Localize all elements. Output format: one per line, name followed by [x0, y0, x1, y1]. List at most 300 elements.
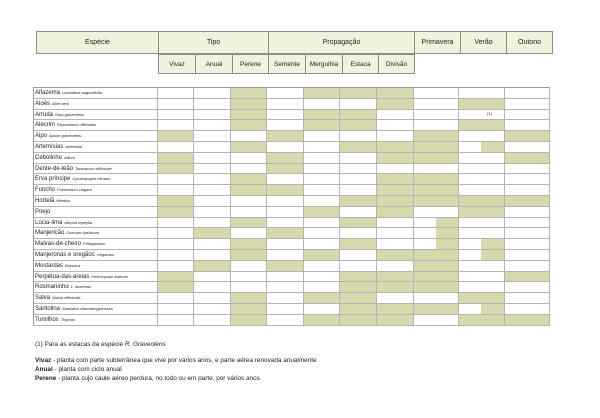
- table-row: [34, 293, 550, 304]
- cell-primavera: [414, 228, 459, 239]
- cell-primavera: [414, 304, 459, 315]
- table-row: [34, 99, 550, 110]
- cell-perene: [231, 293, 268, 304]
- cell-vivaz: [158, 228, 195, 239]
- cell-estaca: [340, 196, 377, 207]
- cell-perene: [231, 282, 268, 293]
- species-latin-name: Aloysia triphylla: [64, 219, 93, 225]
- cell-perene: [231, 228, 268, 239]
- cell-primavera: [414, 293, 459, 304]
- species-name: Santolina: [35, 305, 61, 312]
- table-row: [34, 88, 550, 99]
- cell-estaca: [340, 110, 377, 121]
- cell-divisao: [377, 153, 414, 164]
- cell-outono: [505, 142, 550, 153]
- cell-semente: [267, 228, 304, 239]
- legend-anual: [35, 366, 122, 373]
- cell-outono: [505, 218, 550, 229]
- cell-perene: [231, 120, 268, 131]
- table-row: [34, 153, 550, 164]
- cell-outono: [505, 164, 550, 175]
- cell-outono: [505, 99, 550, 110]
- cell-verao: [459, 261, 504, 272]
- cell-outono: [505, 304, 550, 315]
- cell-mergulhia: [304, 250, 341, 261]
- cell-vivaz: [158, 272, 195, 283]
- cell-mergulhia: [304, 110, 341, 121]
- cell-verao: [459, 207, 504, 218]
- cell-outono: [505, 174, 550, 185]
- cell-mergulhia: [304, 261, 341, 272]
- subheader-vivaz: Vivaz: [158, 54, 196, 74]
- species-name-cell: [34, 120, 158, 131]
- species-name-cell: [34, 196, 158, 207]
- cell-semente: [267, 142, 304, 153]
- cell-divisao: [377, 218, 414, 229]
- cell-perene: [231, 185, 268, 196]
- cell-perene: [231, 196, 268, 207]
- species-latin-name: Ocimum basilicum: [66, 230, 100, 236]
- table-row: [34, 131, 550, 142]
- cell-divisao: [377, 131, 414, 142]
- cell-verao: [459, 185, 504, 196]
- cell-anual: [194, 218, 231, 229]
- cell-outono: [505, 88, 550, 99]
- legend-anual-term: Anual: [35, 366, 53, 373]
- cell-semente: [267, 174, 304, 185]
- cell-divisao: [377, 174, 414, 185]
- cell-vivaz: [158, 142, 195, 153]
- cell-perene: [231, 304, 268, 315]
- table-row: [34, 120, 550, 131]
- species-name-cell: [34, 110, 158, 121]
- header-outono: Outono: [506, 31, 553, 54]
- cell-vivaz: [158, 110, 195, 121]
- cell-semente: [267, 110, 304, 121]
- table-row: [34, 315, 550, 326]
- cell-estaca: [340, 174, 377, 185]
- cell-semente: [267, 282, 304, 293]
- cell-anual: [194, 250, 231, 261]
- cell-semente: [267, 304, 304, 315]
- species-name: Malvas-de-cheiro: [35, 241, 82, 248]
- species-name: Alfazema: [35, 90, 61, 96]
- cell-estaca: [340, 293, 377, 304]
- cell-vivaz: [158, 207, 195, 218]
- cell-outono: [505, 131, 550, 142]
- cell-divisao: [377, 293, 414, 304]
- season-band: [436, 239, 458, 249]
- cell-semente: [267, 207, 304, 218]
- cell-verao: [459, 120, 504, 131]
- species-name-cell: [34, 174, 158, 185]
- species-latin-name: Foeniculum vulgare: [57, 187, 92, 193]
- subheader-mergulhia: Mergulhia: [305, 54, 343, 74]
- cell-anual: [194, 131, 231, 142]
- cell-perene: [231, 153, 268, 164]
- cell-outono: [505, 250, 550, 261]
- cell-divisao: [377, 282, 414, 293]
- cell-primavera: [414, 88, 459, 99]
- species-name-cell: [34, 185, 158, 196]
- species-name: Alecrim: [35, 122, 56, 129]
- cell-divisao: [377, 304, 414, 315]
- cell-perene: [231, 272, 268, 283]
- cell-semente: [267, 196, 304, 207]
- footnote-ref-text: (1) Para as estacas da espécie: [35, 341, 124, 348]
- cell-perene: [231, 174, 268, 185]
- cell-primavera: [414, 174, 459, 185]
- species-name-cell: [34, 142, 158, 153]
- cell-mergulhia: [304, 185, 341, 196]
- table-row: [34, 207, 550, 218]
- species-latin-name: Cymbopogon citratus: [72, 176, 111, 182]
- cell-verao: [459, 99, 504, 110]
- species-name-cell: [34, 272, 158, 283]
- cell-divisao: [377, 110, 414, 121]
- cell-primavera: [414, 272, 459, 283]
- species-name-cell: [34, 207, 158, 218]
- legend-anual-def: - planta com ciclo anual: [52, 366, 122, 373]
- cell-divisao: [377, 272, 414, 283]
- cell-semente: [267, 88, 304, 99]
- cell-verao: [459, 239, 504, 250]
- cell-semente: [267, 164, 304, 175]
- cell-verao: [459, 196, 504, 207]
- table-row: [34, 196, 550, 207]
- header-primavera: Primavera: [414, 31, 461, 54]
- cell-primavera: [414, 250, 459, 261]
- species-latin-name: Helichrysum italicum: [91, 273, 129, 279]
- cell-mergulhia: [304, 120, 341, 131]
- cell-semente: [267, 239, 304, 250]
- cell-vivaz: [158, 315, 195, 326]
- cell-vivaz: [158, 293, 195, 304]
- cell-divisao: [377, 228, 414, 239]
- cell-perene: [231, 88, 268, 99]
- cell-perene: [231, 131, 268, 142]
- cell-anual: [194, 196, 231, 207]
- species-latin-name: Santolina chamaecyparissus: [62, 305, 113, 311]
- cell-verao: [459, 304, 504, 315]
- cell-outono: [505, 272, 550, 283]
- cell-estaca: [340, 282, 377, 293]
- cell-divisao: [377, 185, 414, 196]
- cell-semente: [267, 153, 304, 164]
- species-name: Rosmaninho: [35, 284, 69, 291]
- cell-verao: [459, 315, 504, 326]
- species-name: Arruda: [35, 111, 54, 118]
- species-latin-name: Aloe vera: [52, 100, 69, 106]
- season-band: [481, 250, 503, 260]
- cell-anual: [194, 174, 231, 185]
- cell-verao: [459, 228, 504, 239]
- legend-perene-term: Perene: [35, 375, 57, 382]
- species-name-cell: [34, 239, 158, 250]
- cell-vivaz: [158, 196, 195, 207]
- cell-vivaz: [158, 88, 195, 99]
- table-row: [34, 239, 550, 250]
- cell-anual: [194, 272, 231, 283]
- cell-vivaz: [158, 120, 195, 131]
- species-latin-name: Salvia officinalis: [52, 295, 81, 301]
- cell-divisao: [377, 120, 414, 131]
- legend-vivaz: [35, 357, 317, 364]
- cell-vivaz: [158, 304, 195, 315]
- species-latin-name: L. stoechas: [70, 284, 92, 290]
- cell-estaca: [340, 164, 377, 175]
- cell-anual: [194, 120, 231, 131]
- cell-semente: [267, 293, 304, 304]
- legend-vivaz-def: - planta com parte subterrânea que vive por vários anos, e parte aérea renovada anualmente: [51, 357, 317, 364]
- cell-semente: [267, 272, 304, 283]
- cell-outono: [505, 315, 550, 326]
- cell-divisao: [377, 261, 414, 272]
- species-name-cell: [34, 88, 158, 99]
- table-row: [34, 185, 550, 196]
- cell-estaca: [340, 261, 377, 272]
- cell-semente: [267, 250, 304, 261]
- cell-verao: [459, 142, 504, 153]
- cell-verao: [459, 88, 504, 99]
- cell-anual: [194, 315, 231, 326]
- subheader-semente: Semente: [268, 54, 306, 74]
- cell-verao: [459, 174, 504, 185]
- cell-semente: [267, 218, 304, 229]
- cell-mergulhia: [304, 174, 341, 185]
- species-name-cell: [34, 282, 158, 293]
- species-latin-name: Lavandula augustifolia: [62, 90, 102, 95]
- legend-vivaz-term: Vivaz: [35, 357, 52, 364]
- cell-vivaz: [158, 153, 195, 164]
- species-latin-name: Ruta graveolens: [55, 111, 85, 117]
- cell-outono: [505, 228, 550, 239]
- species-name-cell: [34, 99, 158, 110]
- cell-estaca: [340, 239, 377, 250]
- cell-perene: [231, 142, 268, 153]
- cell-mergulhia: [304, 142, 341, 153]
- cell-estaca: [340, 99, 377, 110]
- cell-estaca: [340, 131, 377, 142]
- footnote-ref-species: R. Graveolens: [124, 341, 166, 348]
- legend-perene: [35, 375, 260, 382]
- species-table: [33, 87, 550, 326]
- cell-perene: [231, 99, 268, 110]
- season-band: [481, 142, 503, 152]
- subheader-estaca: Estaca: [342, 54, 379, 74]
- cell-outono: [505, 153, 550, 164]
- cell-anual: [194, 293, 231, 304]
- cell-primavera: [414, 239, 459, 250]
- cell-verao: [459, 282, 504, 293]
- cell-estaca: [340, 207, 377, 218]
- subheader-divisao: Divisão: [378, 54, 415, 74]
- cell-mergulhia: [304, 196, 341, 207]
- subheader-anual: Anual: [195, 54, 233, 74]
- species-name: Poejo: [35, 208, 51, 215]
- cell-vivaz: [158, 261, 195, 272]
- cell-primavera: [414, 120, 459, 131]
- species-name-cell: [34, 131, 158, 142]
- cell-anual: [194, 142, 231, 153]
- cell-semente: [267, 315, 304, 326]
- table-row: [34, 228, 550, 239]
- cell-vivaz: [158, 239, 195, 250]
- cell-verao: [459, 218, 504, 229]
- species-name-cell: [34, 153, 158, 164]
- species-name: Manjeronas e oregãos: [35, 251, 95, 258]
- cell-vivaz: [158, 282, 195, 293]
- cell-semente: [267, 261, 304, 272]
- cell-primavera: [414, 282, 459, 293]
- cell-perene: [231, 218, 268, 229]
- species-latin-name: Origanum: [96, 251, 115, 257]
- species-name: Erva príncipe: [35, 176, 71, 183]
- species-latin-name: Mentha: [56, 197, 70, 203]
- subheader-perene: Perene: [232, 54, 269, 74]
- table-row: [34, 261, 550, 272]
- cell-anual: [194, 153, 231, 164]
- species-name-cell: [34, 218, 158, 229]
- cell-mergulhia: [304, 164, 341, 175]
- cell-vivaz: [158, 164, 195, 175]
- species-latin-name: Artemisia: [65, 143, 83, 149]
- table-row: [34, 282, 550, 293]
- cell-semente: [267, 120, 304, 131]
- species-latin-name: Pelargonium: [83, 241, 106, 247]
- cell-semente: [267, 131, 304, 142]
- header-propagacao: Propagação: [268, 31, 415, 54]
- species-latin-name: Taraxacum officinale: [75, 165, 112, 171]
- cell-anual: [194, 239, 231, 250]
- cell-estaca: [340, 218, 377, 229]
- cell-primavera: [414, 153, 459, 164]
- table-row: [34, 304, 550, 315]
- species-name: Perpétua-das-areias: [35, 273, 90, 280]
- header-verao: Verão: [460, 31, 507, 54]
- table-row: [34, 164, 550, 175]
- species-latin-name: Allium: [64, 154, 75, 160]
- cell-mergulhia: [304, 153, 341, 164]
- table-row: [34, 250, 550, 261]
- cell-mergulhia: [304, 293, 341, 304]
- cell-anual: [194, 228, 231, 239]
- table-row: [34, 174, 550, 185]
- cell-perene: [231, 239, 268, 250]
- species-name-cell: [34, 293, 158, 304]
- cell-anual: [194, 164, 231, 175]
- species-latin-name: Brassica: [65, 262, 81, 268]
- species-name: Tomilhos: [35, 316, 59, 323]
- cell-perene: [231, 110, 268, 121]
- cell-perene: [231, 207, 268, 218]
- species-name-cell: [34, 228, 158, 239]
- cell-outono: [505, 185, 550, 196]
- cell-mergulhia: [304, 282, 341, 293]
- cell-mergulhia: [304, 131, 341, 142]
- cell-vivaz: [158, 185, 195, 196]
- cell-primavera: [414, 131, 459, 142]
- cell-divisao: [377, 99, 414, 110]
- cell-verao: [459, 110, 504, 121]
- cell-perene: [231, 250, 268, 261]
- cell-mergulhia: [304, 304, 341, 315]
- cell-verao: [459, 293, 504, 304]
- cell-outono: [505, 207, 550, 218]
- cell-mergulhia: [304, 228, 341, 239]
- header-tipo: Tipo: [158, 31, 269, 54]
- cell-primavera: [414, 196, 459, 207]
- table-row: [34, 218, 550, 229]
- cell-primavera: [414, 315, 459, 326]
- cell-primavera: [414, 164, 459, 175]
- species-name: Aipo: [35, 133, 48, 140]
- cell-estaca: [340, 120, 377, 131]
- species-name: Funcho: [35, 187, 56, 194]
- cell-verao: [459, 272, 504, 283]
- cell-vivaz: [158, 99, 195, 110]
- cell-primavera: [414, 261, 459, 272]
- species-name: Lúcia-lima: [35, 219, 63, 226]
- cell-vivaz: [158, 174, 195, 185]
- cell-perene: [231, 261, 268, 272]
- header-especie: Espécie: [36, 31, 159, 54]
- species-latin-name: Rosmarinus officinalis: [57, 122, 96, 128]
- cell-primavera: [414, 142, 459, 153]
- season-band: [436, 228, 458, 238]
- table-row: [34, 142, 550, 153]
- species-name-cell: [34, 250, 158, 261]
- cell-vivaz: [158, 218, 195, 229]
- cell-estaca: [340, 88, 377, 99]
- cell-verao: [459, 153, 504, 164]
- cell-outono: [505, 282, 550, 293]
- cell-outono: [505, 261, 550, 272]
- species-name: Hortelã: [35, 197, 55, 204]
- species-latin-name: Thymus: [60, 316, 75, 322]
- cell-verao: [459, 164, 504, 175]
- cell-mergulhia: [304, 315, 341, 326]
- species-name: Artemísias: [35, 143, 64, 150]
- cell-divisao: [377, 164, 414, 175]
- cell-outono: [505, 120, 550, 131]
- cell-mergulhia: [304, 207, 341, 218]
- cell-vivaz: [158, 250, 195, 261]
- species-name-cell: [34, 304, 158, 315]
- season-band: [481, 239, 503, 249]
- cell-verao: [459, 131, 504, 142]
- species-name: Manjericão: [35, 230, 65, 237]
- season-band: [436, 218, 458, 228]
- species-name: Mostardas: [35, 262, 64, 269]
- cell-mergulhia: [304, 272, 341, 283]
- cell-outono: [505, 239, 550, 250]
- cell-estaca: [340, 142, 377, 153]
- cell-perene: [231, 164, 268, 175]
- cell-divisao: [377, 239, 414, 250]
- cell-divisao: [377, 196, 414, 207]
- species-latin-name: Apium graveolens: [49, 133, 82, 139]
- cell-divisao: [377, 250, 414, 261]
- cell-primavera: [414, 218, 459, 229]
- cell-verao: [459, 250, 504, 261]
- footnote-ref: [35, 341, 166, 348]
- cell-anual: [194, 99, 231, 110]
- cell-divisao: [377, 315, 414, 326]
- cell-anual: [194, 304, 231, 315]
- cell-anual: [194, 261, 231, 272]
- cell-estaca: [340, 185, 377, 196]
